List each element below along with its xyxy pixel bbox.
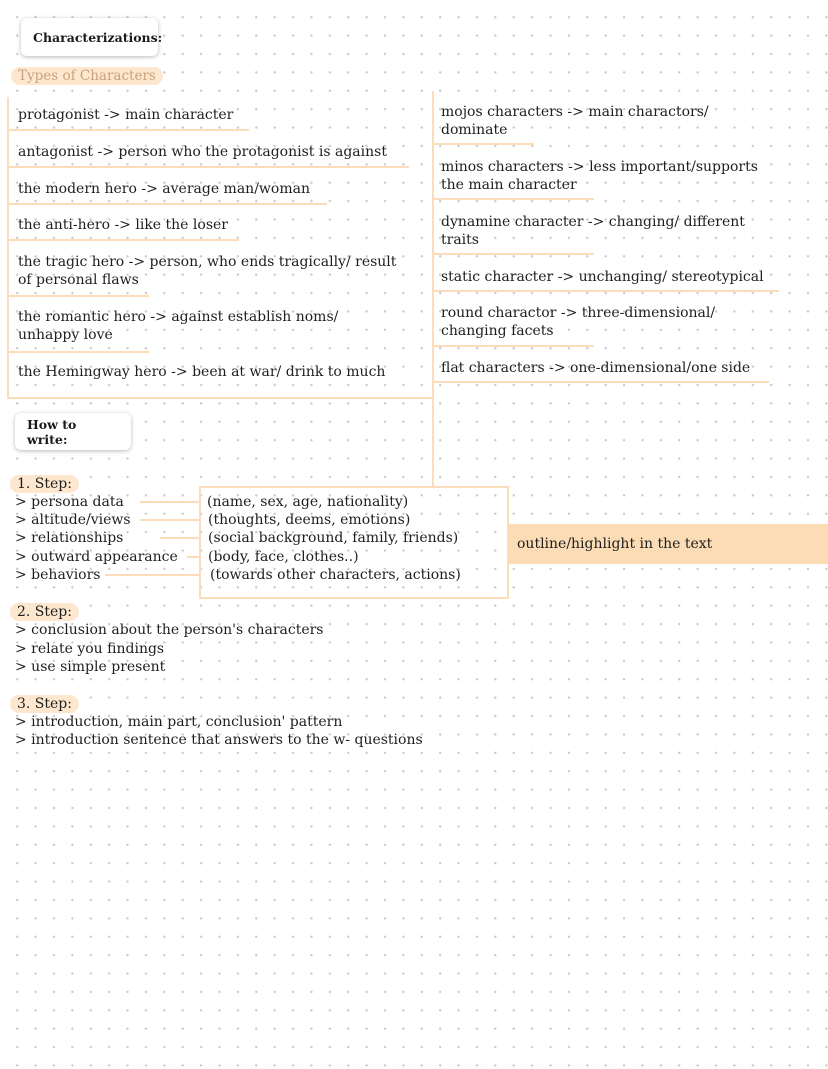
- step3-item-w-questions: > introduction sentence that answers to the w- questions: [15, 732, 423, 748]
- type-flat-characters: flat characters -> one-dimensional/one side: [441, 360, 751, 376]
- step1-item-outward-appearance: > outward appearance: [15, 549, 178, 565]
- step1-detail-name-sex: (name, sex, age, nationality): [207, 494, 409, 510]
- type-mojos-characters: mojos characters -> main charactors/ dominate: [441, 104, 709, 138]
- type-mojos-underline: [434, 143, 534, 145]
- type-modern-hero: the modern hero -> average man/woman: [18, 181, 310, 197]
- type-antagonist-underline: [9, 166, 409, 168]
- step1-item-behaviors: > behaviors: [15, 567, 101, 583]
- step1-detail-social: (social background, family, friends): [208, 530, 459, 546]
- connector-altitude-views: [140, 519, 200, 521]
- type-hemingway-hero: the Hemingway hero -> been at war/ drink to much: [18, 364, 386, 380]
- types-left-bracket: [7, 97, 9, 399]
- page-title-text: Characterizations:: [33, 29, 163, 45]
- connector-behaviors: [105, 574, 200, 576]
- type-anti-hero-underline: [9, 239, 239, 241]
- step2-item-relate: > relate you findings: [15, 641, 165, 657]
- type-round-character: round charactor -> three-dimensional/ changing facets: [441, 305, 716, 339]
- type-minos-underline: [434, 198, 594, 200]
- type-tragic-hero-underline: [9, 295, 149, 297]
- step1-detail-body: (body, face, clothes..): [208, 549, 359, 565]
- type-protagonist: protagonist -> main character: [18, 107, 234, 123]
- step1-detail-thoughts: (thoughts, deems, emotions): [208, 512, 411, 528]
- type-tragic-hero: the tragic hero -> person, who ends tragically/ result of personal flaws: [18, 254, 397, 288]
- type-anti-hero: the anti-hero -> like the loser: [18, 217, 228, 233]
- step1-item-persona-data: > persona data: [15, 494, 124, 510]
- type-antagonist: antagonist -> person who the protagonist is against: [18, 144, 387, 160]
- type-modern-hero-underline: [9, 203, 327, 205]
- types-bottom-line: [7, 397, 434, 399]
- types-center-trunk: [432, 91, 434, 487]
- how-to-write-title: [15, 413, 131, 450]
- type-romantic-hero: the romantic hero -> against establish noms/ unhappy love: [18, 309, 339, 343]
- step1-item-relationships: > relationships: [15, 530, 124, 546]
- type-static-character: static character -> unchanging/ stereotypical: [441, 269, 764, 285]
- step1-highlight-note: outline/highlight in the text: [508, 524, 828, 564]
- type-protagonist-underline: [9, 129, 249, 131]
- type-static-underline: [434, 290, 779, 292]
- step2-label: 2. Step:: [10, 603, 79, 621]
- types-of-characters-label: [11, 67, 163, 85]
- type-minos-characters: minos characters -> less important/supports the main character: [441, 159, 758, 193]
- type-dynamine-character: dynamine character -> changing/ different traits: [441, 214, 745, 248]
- connector-persona-data: [140, 501, 200, 503]
- type-dynamine-underline: [434, 253, 594, 255]
- step1-detail-towards: (towards other characters, actions): [210, 567, 461, 583]
- step2-item-conclusion: > conclusion about the person's characters: [15, 622, 324, 638]
- types-of-characters-text: Types of Characters: [18, 68, 156, 84]
- step3-label: 3. Step:: [10, 695, 79, 713]
- how-to-write-text: How to write:: [27, 416, 77, 447]
- connector-relationships: [160, 537, 200, 539]
- step3-item-pattern: > introduction, main part, conclusion' pattern: [15, 714, 343, 730]
- step1-item-altitude-views: > altitude/views: [15, 512, 131, 528]
- type-round-underline: [434, 345, 594, 347]
- type-romantic-hero-underline: [9, 351, 149, 353]
- step2-item-present: > use simple present: [15, 659, 166, 675]
- step1-label: 1. Step:: [10, 475, 79, 493]
- page-title: [21, 18, 163, 56]
- type-flat-underline: [434, 381, 769, 383]
